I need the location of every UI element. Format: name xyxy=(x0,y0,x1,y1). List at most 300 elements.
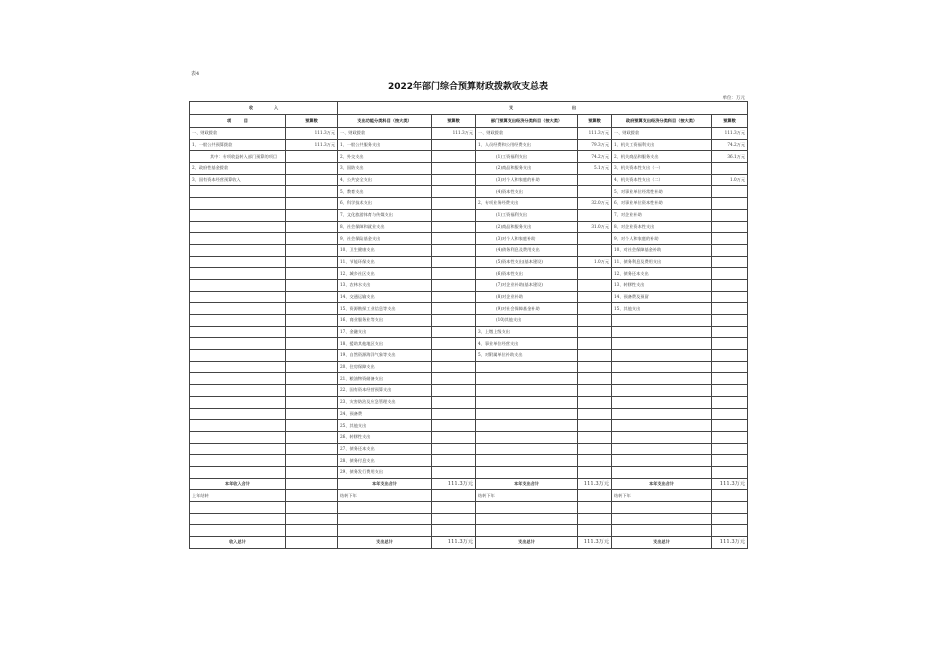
budget-cell xyxy=(286,350,338,362)
item-cell xyxy=(190,279,286,291)
budget-cell xyxy=(432,221,476,233)
col-budget: 预算数 xyxy=(432,115,476,128)
budget-cell: 111.3万元 xyxy=(712,128,748,140)
item-cell: (6)资本性支出 xyxy=(476,268,578,280)
item-cell xyxy=(190,221,286,233)
item-cell: 14、预备费及预留 xyxy=(612,291,712,303)
item-cell: 15、其他支出 xyxy=(612,303,712,315)
budget-cell xyxy=(432,338,476,350)
col-gov-econ: 政府预算支出经济分类科目（按大类） xyxy=(612,115,712,128)
item-cell: 15、资源勘探工业信息等支出 xyxy=(338,303,432,315)
expense-total-label: 本年支出合计 xyxy=(612,478,712,490)
item-cell xyxy=(190,466,286,478)
expense-header: 支 出 xyxy=(338,102,748,115)
table-row xyxy=(190,408,748,420)
budget-cell xyxy=(432,396,476,408)
item-cell xyxy=(190,233,286,245)
page-label: 表4 xyxy=(191,71,200,77)
budget-cell xyxy=(712,186,748,198)
budget-cell xyxy=(432,209,476,221)
table-row xyxy=(190,315,748,327)
item-cell: 2、政府性基金拨款 xyxy=(190,163,286,175)
budget-cell xyxy=(286,408,338,420)
budget-cell: 111.3万元 xyxy=(578,128,612,140)
item-cell xyxy=(190,350,286,362)
budget-cell xyxy=(712,268,748,280)
budget-cell xyxy=(578,361,612,373)
budget-cell xyxy=(432,139,476,151)
item-cell xyxy=(612,408,712,420)
item-cell xyxy=(476,420,578,432)
budget-cell xyxy=(578,431,612,443)
expense-sum-label: 支出总计 xyxy=(612,537,712,549)
col-dept-econ: 部门预算支出经济分类科目（按大类） xyxy=(476,115,578,128)
budget-cell xyxy=(286,385,338,397)
budget-cell xyxy=(286,373,338,385)
expense-sum-value: 111.3万元 xyxy=(712,537,748,549)
table-row xyxy=(190,396,748,408)
expense-total-value: 111.3万元 xyxy=(432,478,476,490)
item-cell xyxy=(476,361,578,373)
item-cell: (4)资本性支出 xyxy=(476,186,578,198)
budget-cell xyxy=(578,338,612,350)
item-cell: 一、财政拨款 xyxy=(476,128,578,140)
item-cell xyxy=(612,373,712,385)
budget-cell xyxy=(578,396,612,408)
item-cell: 4、事业单位经营支出 xyxy=(476,338,578,350)
item-cell: 25、其他支出 xyxy=(338,420,432,432)
table-row xyxy=(190,443,748,455)
empty-row xyxy=(190,513,748,525)
income-header: 收 入 xyxy=(190,102,338,115)
item-cell xyxy=(190,420,286,432)
budget-cell xyxy=(432,420,476,432)
item-cell: 13、农林水支出 xyxy=(338,279,432,291)
budget-cell xyxy=(578,373,612,385)
item-cell: 1、人员经费和公用经费支出 xyxy=(476,139,578,151)
income-sum-label: 收入总计 xyxy=(190,537,286,549)
budget-cell xyxy=(432,198,476,210)
table-row xyxy=(190,198,748,210)
budget-cell xyxy=(712,396,748,408)
budget-cell xyxy=(712,291,748,303)
item-cell: 29、债务发行费用支出 xyxy=(338,466,432,478)
item-cell: 其中：专项收益转入部门预算的项目 xyxy=(190,151,286,163)
table-row xyxy=(190,174,748,186)
table-row xyxy=(190,455,748,467)
page-title: 2022年部门综合预算财政拨款收支总表 xyxy=(387,82,549,92)
item-cell: 6、对事业单位资本性补助 xyxy=(612,198,712,210)
budget-cell xyxy=(578,291,612,303)
budget-cell xyxy=(286,279,338,291)
item-cell xyxy=(612,455,712,467)
item-cell: (7)对企业补助(基本建设) xyxy=(476,279,578,291)
item-cell: 21、粮油物资储备支出 xyxy=(338,373,432,385)
table-row xyxy=(190,209,748,221)
budget-cell xyxy=(712,279,748,291)
expense-sum-value: 111.3万元 xyxy=(432,537,476,549)
item-cell: 4、机关资本性支出（二） xyxy=(612,174,712,186)
item-cell: 3、上缴上级支出 xyxy=(476,326,578,338)
budget-cell xyxy=(712,233,748,245)
budget-cell xyxy=(432,443,476,455)
item-cell: 18、援助其他地区支出 xyxy=(338,338,432,350)
table-row xyxy=(190,244,748,256)
expense-total-value: 111.3万元 xyxy=(712,478,748,490)
budget-cell xyxy=(432,279,476,291)
unit-label: 单位：万元 xyxy=(722,96,745,101)
col-budget: 预算数 xyxy=(286,115,338,128)
item-cell xyxy=(476,466,578,478)
item-cell: 2、机关商品和服务支出 xyxy=(612,151,712,163)
item-cell: 8、对企业资本性支出 xyxy=(612,221,712,233)
item-cell xyxy=(190,361,286,373)
empty-row xyxy=(190,525,748,537)
item-cell: 14、交通运输支出 xyxy=(338,291,432,303)
item-cell: (1)工资福利支出 xyxy=(476,209,578,221)
table-row xyxy=(190,350,748,362)
item-cell: 11、债务利息及费用支出 xyxy=(612,256,712,268)
budget-cell xyxy=(286,233,338,245)
item-cell: 一、财政拨款 xyxy=(190,128,286,140)
budget-cell xyxy=(712,163,748,175)
expense-total-label: 本年支出合计 xyxy=(476,478,578,490)
budget-cell xyxy=(712,326,748,338)
item-cell xyxy=(190,385,286,397)
table-row xyxy=(190,279,748,291)
item-cell: 9、对个人和家庭的补助 xyxy=(612,233,712,245)
budget-cell xyxy=(286,198,338,210)
item-cell xyxy=(190,198,286,210)
item-cell xyxy=(476,455,578,467)
budget-cell xyxy=(432,174,476,186)
budget-cell: 1.0万元 xyxy=(578,256,612,268)
budget-cell xyxy=(286,209,338,221)
grand-total-row xyxy=(190,537,748,549)
item-cell xyxy=(190,443,286,455)
budget-cell xyxy=(712,256,748,268)
budget-cell xyxy=(432,315,476,327)
budget-cell xyxy=(286,443,338,455)
item-cell: 27、债务还本支出 xyxy=(338,443,432,455)
budget-cell xyxy=(578,244,612,256)
budget-cell xyxy=(432,408,476,420)
table-row xyxy=(190,233,748,245)
budget-cell xyxy=(712,350,748,362)
item-cell: 10、卫生健康支出 xyxy=(338,244,432,256)
table-row xyxy=(190,385,748,397)
item-cell xyxy=(190,455,286,467)
table-row xyxy=(190,186,748,198)
budget-cell xyxy=(286,186,338,198)
item-cell: (3)对个人和家庭的补助 xyxy=(476,174,578,186)
col-item: 项 目 xyxy=(190,115,286,128)
item-cell: 8、社会保障和就业支出 xyxy=(338,221,432,233)
budget-cell xyxy=(432,233,476,245)
budget-cell xyxy=(578,279,612,291)
budget-cell xyxy=(712,443,748,455)
item-cell: 一、财政拨款 xyxy=(612,128,712,140)
item-cell xyxy=(190,373,286,385)
budget-cell xyxy=(432,244,476,256)
item-cell xyxy=(190,244,286,256)
budget-cell xyxy=(578,326,612,338)
empty-row xyxy=(190,502,748,514)
budget-cell xyxy=(578,233,612,245)
item-cell xyxy=(476,408,578,420)
expense-sum-value: 111.3万元 xyxy=(578,537,612,549)
prev-carry-label: 上年结转 xyxy=(190,490,286,502)
item-cell: 28、债务付息支出 xyxy=(338,455,432,467)
item-cell: 23、灾害防治及应急管理支出 xyxy=(338,396,432,408)
item-cell xyxy=(612,466,712,478)
budget-cell xyxy=(286,303,338,315)
budget-cell xyxy=(578,466,612,478)
item-cell: 7、对企业补助 xyxy=(612,209,712,221)
item-cell xyxy=(612,315,712,327)
col-func-class: 支出功能分类科目（按大类） xyxy=(338,115,432,128)
carry-row xyxy=(190,490,748,502)
item-cell xyxy=(476,431,578,443)
item-cell xyxy=(476,396,578,408)
item-cell: (3)对个人和家庭补助 xyxy=(476,233,578,245)
budget-cell xyxy=(432,373,476,385)
item-cell: (4)债务利息及费用支出 xyxy=(476,244,578,256)
item-cell: 5、教育支出 xyxy=(338,186,432,198)
budget-cell xyxy=(286,466,338,478)
budget-cell xyxy=(712,244,748,256)
budget-cell xyxy=(578,186,612,198)
table-row xyxy=(190,466,748,478)
budget-cell xyxy=(286,174,338,186)
budget-cell xyxy=(578,209,612,221)
budget-cell xyxy=(432,186,476,198)
budget-cell xyxy=(578,443,612,455)
budget-cell: 74.2万元 xyxy=(578,151,612,163)
budget-cell: 111.3万元 xyxy=(286,128,338,140)
item-cell xyxy=(612,338,712,350)
item-cell xyxy=(190,186,286,198)
item-cell: (1)工资福利支出 xyxy=(476,151,578,163)
item-cell: 10、对社会保障基金补助 xyxy=(612,244,712,256)
table-row xyxy=(190,431,748,443)
item-cell xyxy=(190,338,286,350)
budget-cell xyxy=(286,151,338,163)
item-cell: 3、机关资本性支出（一） xyxy=(612,163,712,175)
budget-cell xyxy=(432,466,476,478)
budget-cell xyxy=(578,268,612,280)
item-cell xyxy=(476,443,578,455)
budget-cell xyxy=(286,221,338,233)
budget-cell xyxy=(712,303,748,315)
budget-cell xyxy=(712,455,748,467)
budget-cell xyxy=(286,268,338,280)
table-row xyxy=(190,139,748,151)
item-cell xyxy=(190,268,286,280)
table-row xyxy=(190,291,748,303)
item-cell: 13、转移性支出 xyxy=(612,279,712,291)
item-cell: (10)其他支出 xyxy=(476,315,578,327)
budget-cell xyxy=(432,431,476,443)
budget-cell: 79.3万元 xyxy=(578,139,612,151)
item-cell: 1、机关工资福利支出 xyxy=(612,139,712,151)
item-cell xyxy=(612,431,712,443)
item-cell: 11、节能环保支出 xyxy=(338,256,432,268)
budget-cell xyxy=(712,338,748,350)
item-cell: 9、社会保险基金支出 xyxy=(338,233,432,245)
budget-cell xyxy=(712,315,748,327)
budget-cell xyxy=(712,209,748,221)
budget-cell xyxy=(432,350,476,362)
budget-cell xyxy=(286,431,338,443)
table-row xyxy=(190,303,748,315)
budget-cell xyxy=(432,268,476,280)
budget-cell xyxy=(286,315,338,327)
budget-cell xyxy=(286,244,338,256)
budget-cell xyxy=(578,303,612,315)
budget-cell xyxy=(712,198,748,210)
item-cell: 12、城乡社区支出 xyxy=(338,268,432,280)
item-cell: 5、对事业单位经常性补助 xyxy=(612,186,712,198)
item-cell xyxy=(612,396,712,408)
budget-cell: 74.2万元 xyxy=(712,139,748,151)
budget-cell: 1.0万元 xyxy=(712,174,748,186)
budget-cell xyxy=(432,455,476,467)
item-cell: 1、一般公共服务支出 xyxy=(338,139,432,151)
budget-cell xyxy=(286,163,338,175)
budget-table xyxy=(189,101,748,549)
annual-total-row xyxy=(190,478,748,490)
budget-cell xyxy=(286,326,338,338)
table-row xyxy=(190,361,748,373)
budget-cell xyxy=(432,291,476,303)
item-cell: 3、国有资本经营预算收入 xyxy=(190,174,286,186)
item-cell: (8)对企业补助 xyxy=(476,291,578,303)
column-header-row xyxy=(190,115,748,128)
expense-sum-label: 支出总计 xyxy=(338,537,432,549)
expense-total-label: 本年支出合计 xyxy=(338,478,432,490)
item-cell: 16、商业服务业等支出 xyxy=(338,315,432,327)
item-cell: 1、一般公共预算拨款 xyxy=(190,139,286,151)
item-cell xyxy=(612,350,712,362)
item-cell xyxy=(476,385,578,397)
item-cell: (2)商品和服务支出 xyxy=(476,221,578,233)
budget-cell: 36.1万元 xyxy=(712,151,748,163)
item-cell xyxy=(190,256,286,268)
budget-cell xyxy=(578,385,612,397)
table-row xyxy=(190,373,748,385)
item-cell: 19、自然资源海洋气象等支出 xyxy=(338,350,432,362)
next-carry-label: 结转下年 xyxy=(476,490,578,502)
item-cell xyxy=(190,431,286,443)
expense-sum-label: 支出总计 xyxy=(476,537,578,549)
item-cell xyxy=(190,315,286,327)
item-cell xyxy=(190,209,286,221)
budget-cell xyxy=(712,373,748,385)
budget-cell xyxy=(432,151,476,163)
budget-cell: 32.0万元 xyxy=(578,198,612,210)
budget-cell: 5.1万元 xyxy=(578,163,612,175)
budget-cell xyxy=(286,396,338,408)
budget-cell xyxy=(286,291,338,303)
item-cell xyxy=(190,396,286,408)
budget-cell xyxy=(712,408,748,420)
budget-cell xyxy=(578,420,612,432)
budget-cell xyxy=(432,326,476,338)
col-budget: 预算数 xyxy=(712,115,748,128)
item-cell: 3、国防支出 xyxy=(338,163,432,175)
item-cell: 26、转移性支出 xyxy=(338,431,432,443)
item-cell: (5)资本性支出(基本建设) xyxy=(476,256,578,268)
budget-cell xyxy=(432,163,476,175)
item-cell xyxy=(612,443,712,455)
next-carry-label: 结转下年 xyxy=(612,490,712,502)
col-budget: 预算数 xyxy=(578,115,612,128)
item-cell: 24、预备费 xyxy=(338,408,432,420)
income-total-value xyxy=(286,478,338,490)
budget-cell xyxy=(432,385,476,397)
budget-cell xyxy=(578,350,612,362)
budget-cell: 111.3万元 xyxy=(432,128,476,140)
item-cell: 6、科学技术支出 xyxy=(338,198,432,210)
item-cell xyxy=(612,420,712,432)
table-row xyxy=(190,268,748,280)
item-cell xyxy=(612,326,712,338)
table-row xyxy=(190,256,748,268)
table-row xyxy=(190,151,748,163)
item-cell xyxy=(190,303,286,315)
item-cell: 17、金融支出 xyxy=(338,326,432,338)
budget-cell xyxy=(712,361,748,373)
budget-cell xyxy=(286,455,338,467)
budget-cell xyxy=(712,221,748,233)
budget-cell: 31.0万元 xyxy=(578,221,612,233)
budget-cell xyxy=(432,303,476,315)
item-cell: 2、外交支出 xyxy=(338,151,432,163)
item-cell: (2)商品和服务支出 xyxy=(476,163,578,175)
budget-cell xyxy=(286,361,338,373)
item-cell: 12、债务还本支出 xyxy=(612,268,712,280)
budget-cell xyxy=(286,338,338,350)
income-total-label: 本年收入合计 xyxy=(190,478,286,490)
table-row xyxy=(190,420,748,432)
table-row xyxy=(190,221,748,233)
item-cell: 7、文化旅游体育与传媒支出 xyxy=(338,209,432,221)
item-cell: 20、住房保障支出 xyxy=(338,361,432,373)
item-cell: (9)对社会保障基金补助 xyxy=(476,303,578,315)
budget-cell xyxy=(712,431,748,443)
item-cell xyxy=(476,373,578,385)
budget-cell xyxy=(286,256,338,268)
table-row xyxy=(190,163,748,175)
item-cell xyxy=(612,361,712,373)
budget-cell xyxy=(432,361,476,373)
table-row xyxy=(190,326,748,338)
budget-cell xyxy=(286,420,338,432)
item-cell: 5、对附属单位补助支出 xyxy=(476,350,578,362)
budget-cell: 111.3万元 xyxy=(286,139,338,151)
item-cell: 2、专项业务经费支出 xyxy=(476,198,578,210)
item-cell xyxy=(612,385,712,397)
item-cell xyxy=(190,326,286,338)
budget-cell xyxy=(578,455,612,467)
budget-cell xyxy=(578,174,612,186)
income-sum-value xyxy=(286,537,338,549)
budget-cell xyxy=(712,420,748,432)
table-row xyxy=(190,338,748,350)
budget-cell xyxy=(432,256,476,268)
budget-cell xyxy=(712,466,748,478)
